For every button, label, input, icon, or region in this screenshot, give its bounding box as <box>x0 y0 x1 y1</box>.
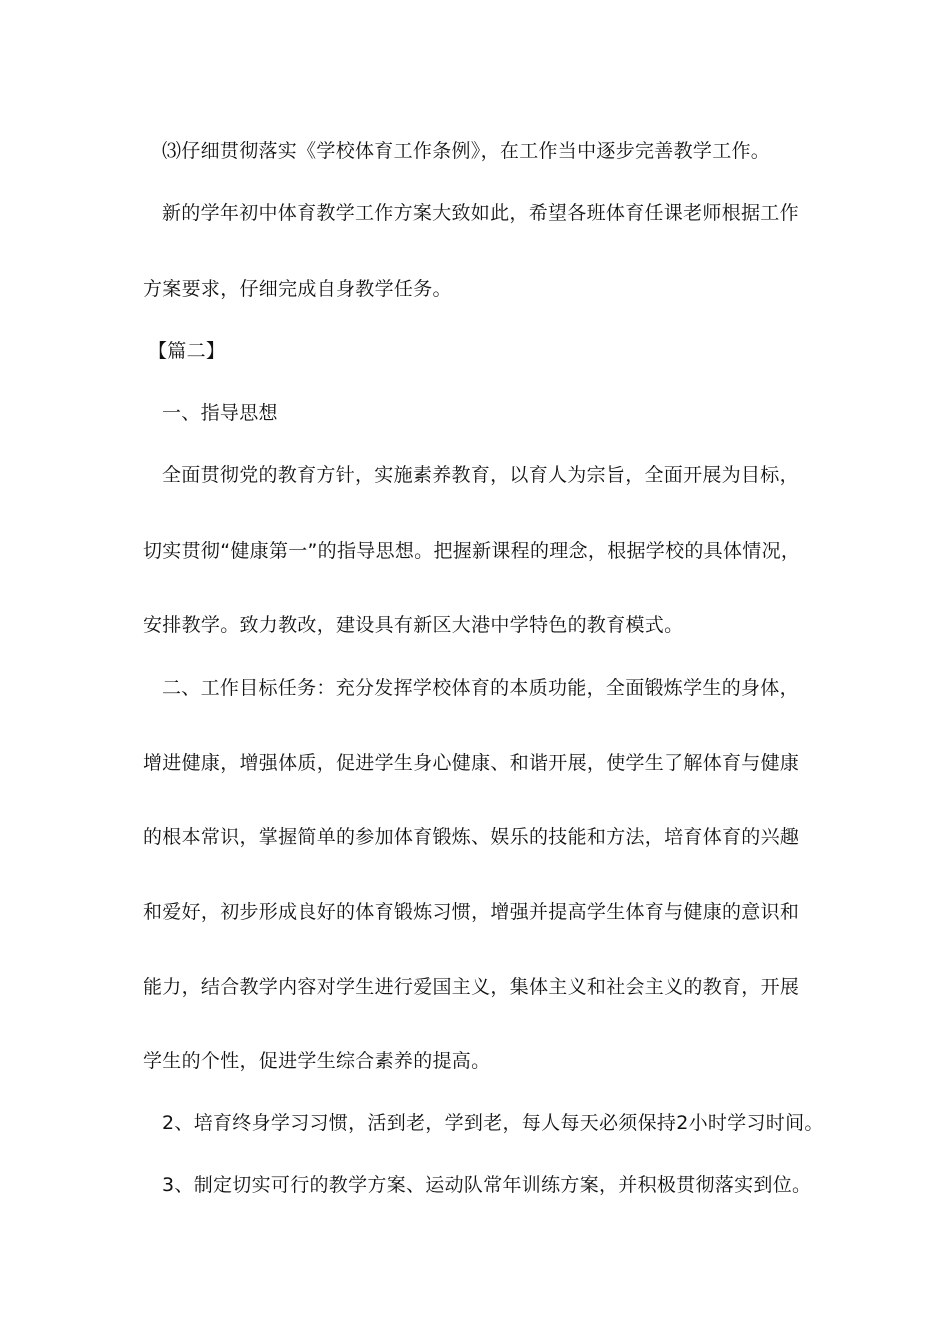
paragraph-line-summary-1: 新的学年初中体育教学工作方案大致如此，希望各班体育任课老师根据工作 <box>162 202 799 224</box>
paragraph-line-goals-4: 和爱好，初步形成良好的体育锻炼习惯，增强并提高学生体育与健康的意识和 <box>143 901 800 923</box>
paragraph-line-guiding-1: 全面贯彻党的教育方针，实施素养教育，以育人为宗旨，全面开展为目标， <box>162 464 799 486</box>
paragraph-line-goals-5: 能力，结合教学内容对学生进行爱国主义，集体主义和社会主义的教育，开展 <box>143 976 800 998</box>
paragraph-line-goals-3: 的根本常识，掌握简单的参加体育锻炼、娱乐的技能和方法，培育体育的兴趣 <box>143 826 800 848</box>
paragraph-line-goals-1: 二、工作目标任务：充分发挥学校体育的本质功能，全面锻炼学生的身体， <box>162 677 799 699</box>
section-heading-part-two: 【篇二】 <box>148 340 226 362</box>
paragraph-line-guiding-3: 安排教学。致力教改，建设具有新区大港中学特色的教育模式。 <box>143 614 684 636</box>
list-item-lifelong-learning: 2、培育终身学习习惯，活到老，学到老，每人每天必须保持2小时学习时间。 <box>162 1112 824 1134</box>
section-heading-guiding-thought: 一、指导思想 <box>162 402 278 424</box>
paragraph-line-regulation: ⑶仔细贯彻落实《学校体育工作条例》，在工作当中逐步完善教学工作。 <box>162 140 771 162</box>
paragraph-line-summary-2: 方案要求，仔细完成自身教学任务。 <box>143 278 452 300</box>
paragraph-line-guiding-2: 切实贯彻“健康第一”的指导思想。把握新课程的理念，根据学校的具体情况， <box>143 540 801 562</box>
paragraph-line-goals-2: 增进健康，增强体质，促进学生身心健康、和谐开展，使学生了解体育与健康 <box>143 752 800 774</box>
paragraph-line-goals-6: 学生的个性，促进学生综合素养的提高。 <box>143 1050 491 1072</box>
list-item-teaching-plan: 3、制定切实可行的教学方案、运动队常年训练方案，并积极贯彻落实到位。 <box>162 1174 812 1196</box>
